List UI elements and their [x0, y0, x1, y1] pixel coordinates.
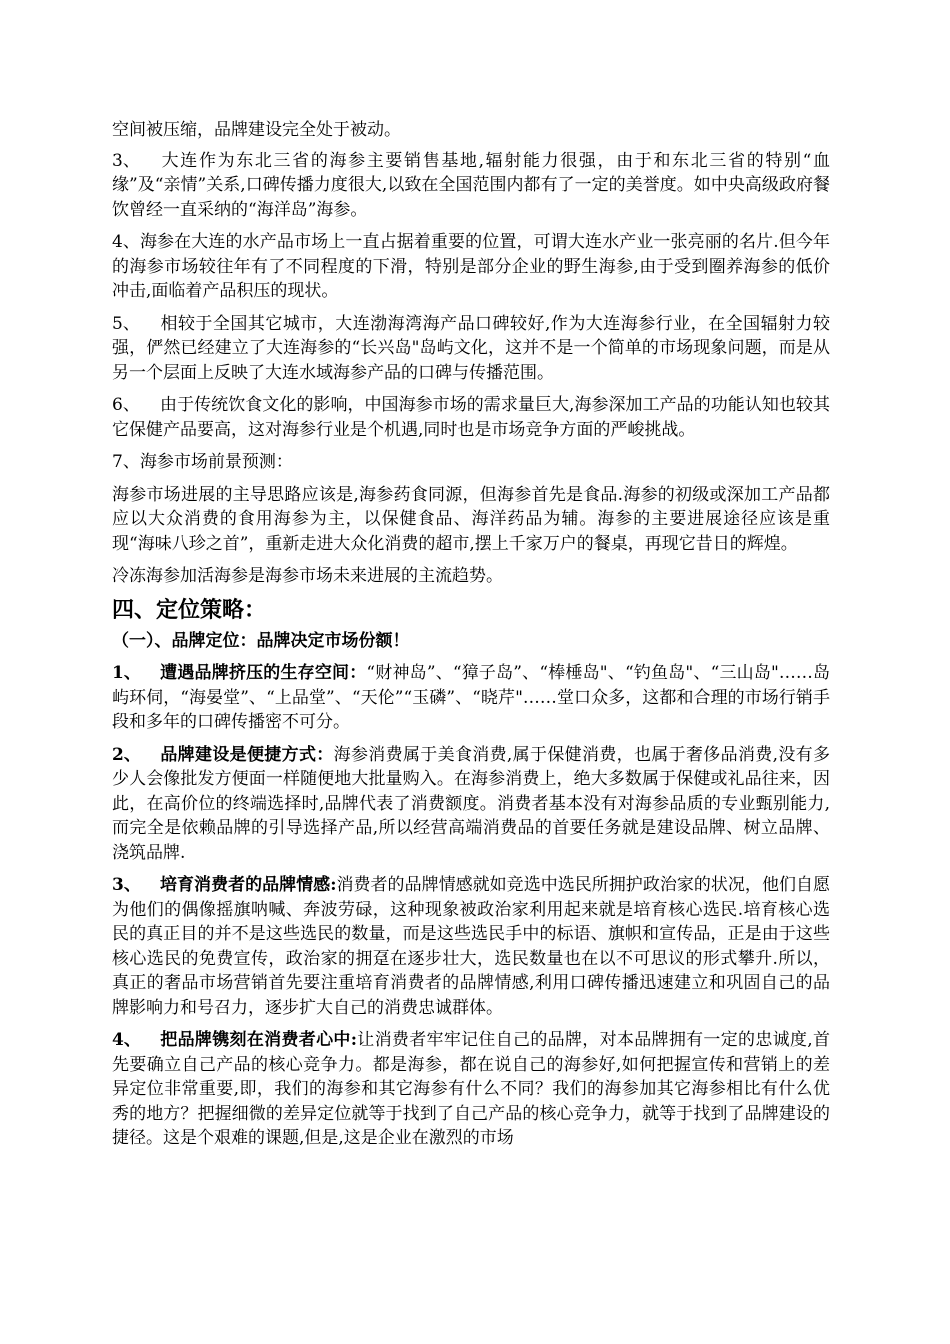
- list-number: 3、: [112, 150, 140, 171]
- paragraph-forecast: [112, 483, 830, 557]
- list-text: 海参消费属于美食消费,属于保健消费，也属于奢侈品消费,没有多少人会像批发方便面一样随便地大批量购入。在海参消费上，绝大多数属于保健或礼品往来，因此，在高价位的终端选择时,品牌代表了消费额度。消费者基本没有对海参品质的专业甄别能力,而完全是依赖品牌的引导选择产品,所以经营高端消费品的首要任务就是建设品牌、树立品牌、浇筑品牌.: [112, 744, 831, 863]
- list-text: 大连作为东北三省的海参主要销售基地,辐射能力很强，由于和东北三省的特别“血缘”及“亲情”关系,口碑传播力度很大,以致在全国范围内都有了一定的美誉度。如中央高级政府餐饮曾经一直采纳的“海洋岛”海参。: [112, 150, 830, 220]
- list-text: 消费者的品牌情感就如竞选中选民所拥护政治家的状况，他们自愿为他们的偶像摇旗呐喊、奔波劳碌，这种现象被政治家利用起来就是培育核心选民.培育核心选民的真正目的并不是这些选民的数量，而是这些选民手中的标语、旗帜和宣传品，正是由于这些核心选民的免费宣传，政治家的拥趸在逐步壮大，选民数量也在以不可思议的形式攀升.所以，真正的奢品市场营销首先要注重培育消费者的品牌情感,利用口碑传播迅速建立和巩固自己的品牌影响力和号召力，逐步扩大自己的消费忠诚群体。: [112, 875, 831, 1018]
- list-item-5: [112, 312, 830, 386]
- list-item-7: [112, 450, 830, 475]
- list-number: 5、: [112, 313, 140, 334]
- paragraph-trend: [112, 564, 830, 589]
- list-text: 海参在大连的水产品市场上一直占据着重要的位置，可谓大连水产业一张亮丽的名片.但今年的海参市场较往年有了不同程度的下滑，特别是部分企业的野生海参,由于受到圈养海参的低价冲击,面临着产品积压的现状。: [112, 232, 830, 301]
- list-lead: 培育消费者的品牌情感:: [160, 875, 337, 895]
- paragraph-text: 海参市场进展的主导思路应该是,海参药食同源，但海参首先是食品.海参的初级或深加工产品都应以大众消费的食用海参为主，以保健食品、海洋药品为辅。海参的主要进展途径应该是重现“海味八珍之首”，重新走进大众化消费的超市,摆上千家万户的餐桌，再现它昔日的辉煌。: [112, 484, 830, 554]
- brand-item-2: [112, 743, 830, 866]
- brand-item-1: [112, 661, 830, 735]
- list-number: 1、: [112, 663, 141, 683]
- paragraph-continuation: [112, 118, 830, 143]
- brand-item-3: [112, 873, 830, 1020]
- list-item-4: [112, 230, 830, 304]
- list-text: 让消费者牢牢记住自己的品牌，对本品牌拥有一定的忠诚度,首先要确立自己产品的核心竞争力。都是海参，都在说自己的海参好,如何把握宣传和营销上的差异定位非常重要,即，我们的海参和其它海参有什么不同？我们的海参加其它海参相比有什么优秀的地方？把握细微的差异定位就等于找到了自己产品的核心竞争力，就等于找到了品牌建设的捷径。这是个艰难的课题,但是,这是企业在激烈的市场: [112, 1030, 830, 1148]
- list-number: 4、: [112, 232, 140, 252]
- section-heading: 四、定位策略：: [112, 596, 267, 623]
- list-lead: 遭遇品牌挤压的生存空间：: [160, 663, 367, 683]
- list-text: “财神岛”、“獐子岛”、“棒棰岛"、“钓鱼岛"、“三山岛"……岛屿环伺，“海晏堂”、“上品堂”、“天伦”“玉磷”、“晓芹"……堂口众多，这都和合理的市场行销手段和多年的口碑传播密不可分。: [112, 663, 831, 732]
- list-text: 海参市场前景预测：: [139, 452, 293, 472]
- document-body: [112, 118, 830, 1159]
- brand-item-4: [112, 1028, 830, 1151]
- list-text: 由于传统饮食文化的影响，中国海参市场的需求量巨大,海参深加工产品的功能认知也较其它保健产品要高，这对海参行业是个机遇,同时也是市场竞争方面的严峻挑战。: [112, 395, 830, 440]
- list-number: 7、: [112, 452, 140, 472]
- list-number: 4、: [112, 1030, 141, 1050]
- list-number: 2、: [112, 744, 141, 765]
- subsection-heading: （一）、品牌定位：品牌决定市场份额！: [112, 630, 410, 651]
- list-text: 相较于全国其它城市，大连渤海湾海产品口碑较好,作为大连海参行业，在全国辐射力较强，俨然已经建立了大连海参的“长兴岛"岛屿文化，这并不是一个简单的市场现象问题，而是从另一个层面上反映了大连水域海参产品的口碑与传播范围。: [112, 313, 830, 383]
- list-number: 6、: [112, 395, 140, 415]
- list-item-3: [112, 149, 830, 223]
- list-lead: 把品牌镌刻在消费者心中:: [160, 1030, 357, 1050]
- paragraph-text: 冷冻海参加活海参是海参市场未来进展的主流趋势。: [112, 566, 503, 586]
- list-item-6: [112, 393, 830, 442]
- list-lead: 品牌建设是便捷方式：: [160, 744, 334, 765]
- list-number: 3、: [112, 875, 141, 895]
- paragraph-text: 空间被压缩，品牌建设完全处于被动。: [112, 120, 401, 140]
